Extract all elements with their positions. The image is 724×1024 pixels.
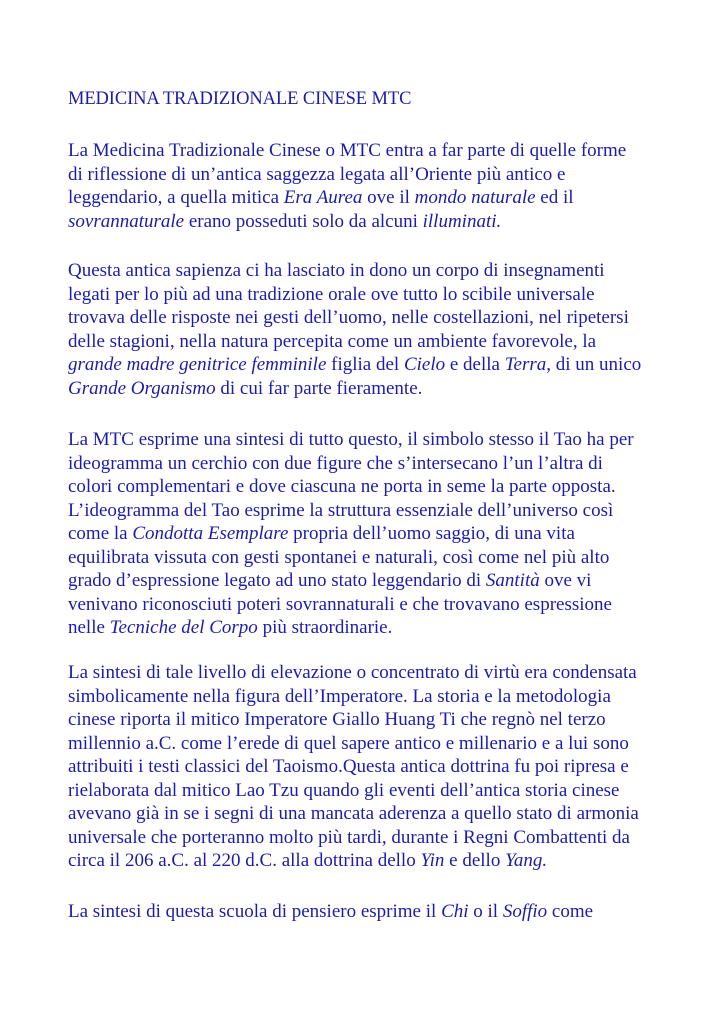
italic-text: Santità — [485, 570, 540, 591]
italic-text: sovrannaturale — [68, 210, 185, 232]
text-segment: La MTC esprime una sintesi di tutto questo, il simbolo stesso il Tao ha per — [68, 429, 634, 450]
text-line — [68, 377, 668, 401]
text-segment: venivano riconosciuti poteri sovrannaturali e che trovavano espressione — [68, 593, 612, 615]
italic-text: Chi — [441, 901, 469, 922]
text-segment: di riflessione di un’antica saggezza legata all’Oriente più antico e — [68, 163, 566, 185]
text-segment: equilibrata vissuta con gesti spontanei e naturali, così come nel più alto — [68, 546, 610, 568]
text-segment: millennio a.C. come l’erede di quel sapere antico e millenario e a lui sono — [68, 732, 629, 754]
text-segment: colori complementari e dove ciascuna ne porta in seme la parte opposta. — [68, 476, 616, 497]
text-line — [68, 755, 668, 779]
text-segment: erano posseduti solo da alcuni — [184, 210, 423, 232]
text-segment: La sintesi di questa scuola di pensiero esprime il — [68, 901, 442, 922]
italic-text: Condotta Esemplare — [132, 523, 289, 544]
text-segment: propria dell’uomo saggio, di una vita — [288, 523, 575, 544]
text-segment: ideogramma un cerchio con due figure che s’intersecano l’un l’altra di — [68, 452, 603, 474]
text-segment: delle stagioni, nella natura percepita come un ambiente favorevole, la — [68, 330, 597, 352]
text-line — [68, 139, 668, 163]
text-line — [68, 616, 668, 640]
paragraph-1 — [68, 139, 668, 233]
text-line — [68, 330, 668, 354]
text-segment: come la — [68, 523, 133, 544]
text-segment: ed il — [535, 187, 574, 208]
italic-text: Terra — [504, 354, 547, 375]
text-segment: legati per lo più ad una tradizione orale ove tutto lo scibile universale — [68, 283, 595, 305]
text-line — [68, 428, 668, 452]
text-segment: Questa antica sapienza ci ha lasciato in dono un corpo di insegnamenti — [68, 260, 605, 281]
italic-text: Yin — [420, 850, 445, 871]
italic-text: Era Aurea — [283, 187, 363, 208]
text-line — [68, 522, 668, 546]
text-segment: rielaborata dal mitico Lao Tzu quando gli eventi dell’antica storia cinese — [68, 779, 620, 801]
text-segment: La sintesi di tale livello di elevazione o concentrato di virtù era condensata — [68, 662, 637, 683]
text-line — [68, 210, 668, 234]
text-line — [68, 732, 668, 756]
text-segment: La Medicina Tradizionale Cinese o MTC entra a far parte di quelle forme — [68, 140, 627, 161]
text-line — [68, 283, 668, 307]
text-line — [68, 802, 668, 826]
text-segment: attribuiti i testi classici del Taoismo.Questa antica dottrina fu poi ripresa e — [68, 756, 629, 777]
italic-text: grande madre genitrice femminile — [68, 354, 327, 375]
italic-text: illuminati. — [422, 210, 502, 232]
paragraph-3 — [68, 428, 668, 640]
text-line — [68, 900, 668, 924]
text-segment: L’ideogramma del Tao esprime la struttura essenziale dell’universo così — [68, 499, 614, 521]
text-line — [68, 499, 668, 523]
paragraph-4 — [68, 661, 668, 873]
text-segment: simbolicamente nella figura dell’Imperatore. La storia e la metodologia — [68, 685, 611, 707]
italic-text: Soffio — [502, 901, 548, 922]
text-segment: circa il 206 a.C. al 220 d.C. alla dottrina dello — [68, 850, 421, 871]
paragraph-5 — [68, 900, 668, 924]
text-segment: come — [547, 901, 594, 922]
text-segment: , di un unico — [546, 354, 642, 375]
italic-text: mondo naturale — [414, 187, 536, 208]
text-segment: grado d’espressione legato ad uno stato leggendario di — [68, 570, 486, 591]
text-line — [68, 661, 668, 685]
text-line — [68, 849, 668, 873]
italic-text: Grande Organismo — [68, 377, 216, 399]
text-line — [68, 779, 668, 803]
text-line — [68, 259, 668, 283]
text-line — [68, 452, 668, 476]
text-line — [68, 186, 668, 210]
text-segment: di cui far parte fieramente. — [215, 377, 423, 399]
text-line — [68, 475, 668, 499]
text-segment: figlia del — [326, 354, 404, 375]
text-line — [68, 826, 668, 850]
text-segment: o il — [468, 901, 503, 922]
text-segment: trovava delle risposte nei gesti dell’uomo, nelle costellazioni, nel ripetersi — [68, 307, 629, 328]
text-segment: e dello — [444, 850, 506, 871]
text-line — [68, 546, 668, 570]
text-line — [68, 163, 668, 187]
text-segment: e della — [445, 354, 505, 375]
text-line — [68, 685, 668, 709]
text-segment: nelle — [68, 617, 110, 638]
paragraph-2 — [68, 259, 668, 400]
document-title: MEDICINA TRADIZIONALE CINESE MTC — [68, 89, 412, 109]
text-segment: ove vi — [539, 570, 592, 591]
text-line — [68, 569, 668, 593]
italic-text: Yang. — [505, 850, 548, 871]
text-line — [68, 593, 668, 617]
italic-text: Tecniche del Corpo — [109, 617, 258, 638]
text-segment: universale che porteranno molto più tardi, durante i Regni Combattenti da — [68, 826, 630, 848]
text-segment: più straordinarie. — [257, 617, 393, 638]
text-segment: ove il — [362, 187, 415, 208]
text-line — [68, 306, 668, 330]
text-segment: leggendario, a quella mitica — [68, 187, 284, 208]
text-segment: avevano già in se i segni di una mancata aderenza a quello stato di armonia — [68, 803, 639, 824]
text-segment: cinese riporta il mitico Imperatore Giallo Huang Ti che regnò nel terzo — [68, 709, 606, 730]
text-line — [68, 353, 668, 377]
italic-text: Cielo — [403, 354, 446, 375]
text-line — [68, 708, 668, 732]
